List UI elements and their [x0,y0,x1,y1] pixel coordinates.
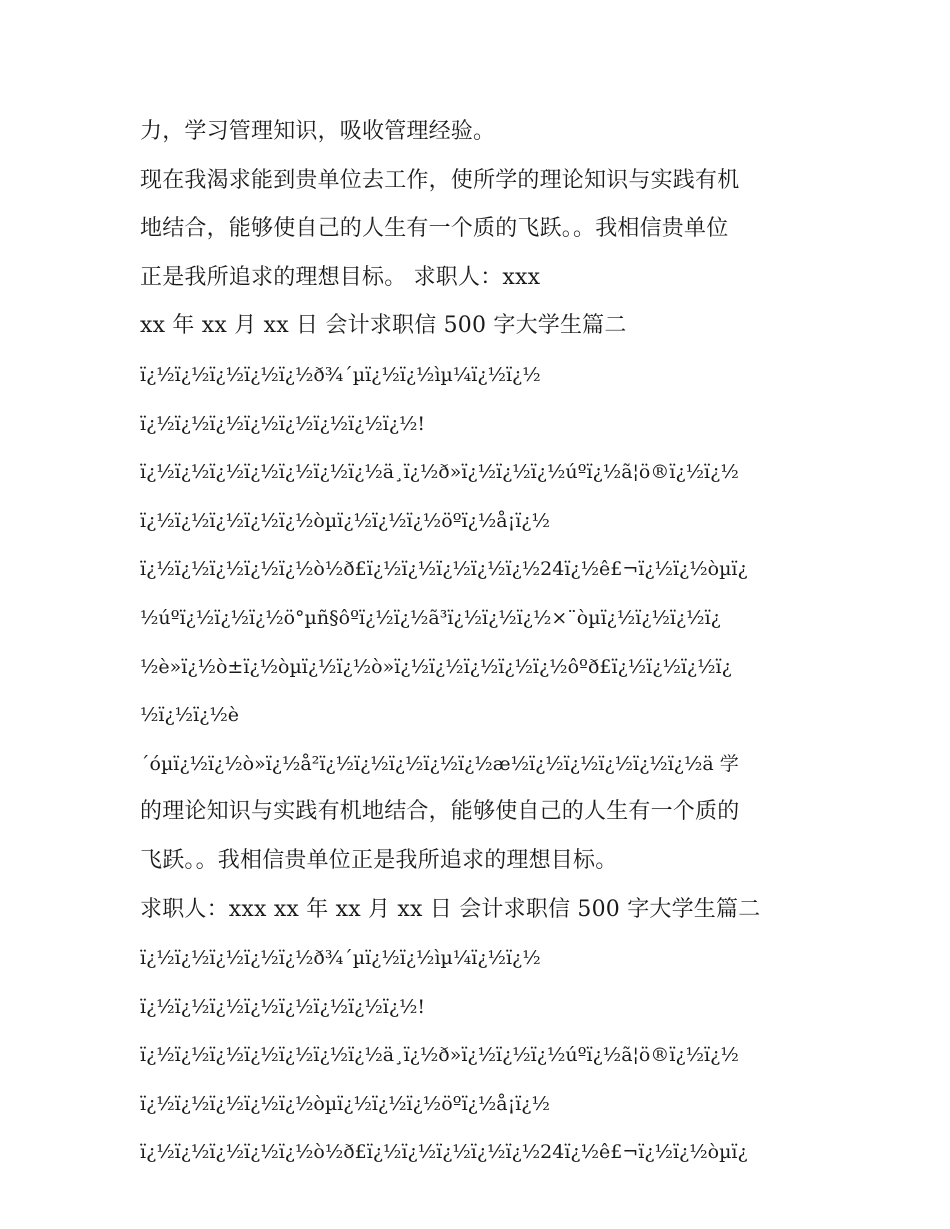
section-heading: 求职人：xxx xx 年 xx 月 xx 日 会计求职信 500 字大学生篇二 [140,896,761,922]
garbled-text-line: ´óµï¿½ï¿½ò»ï¿½å²ï¿½ï¿½ï¿½ï¿½ï¿½æ½ï¿½ï¿½ï¿½ï¿½ï¿½ä 学 [140,752,739,775]
text-line: 的理论知识与实践有机地结合，能够使自己的人生有一个质的 [140,799,740,825]
garbled-text-line: ï¿½ï¿½ï¿½ï¿½ï¿½ï¿½ï¿½ä¸ï¿½ð»ï¿½ï¿½ï¿½úºï¿½ã¦ö®ï¿½ï¿½ [140,461,739,484]
garbled-text-line: ï¿½ï¿½ï¿½ï¿½ï¿½òµï¿½ï¿½ï¿½öºï¿½å¡ï¿½ [140,509,550,532]
garbled-text-line: ï¿½ï¿½ï¿½ï¿½ï¿½ò½ð£ï¿½ï¿½ï¿½ï¿½ï¿½24ï¿½ê£¬ï¿½ï¿½òµï¿ [140,1141,748,1164]
text-line: 现在我渴求能到贵单位去工作，使所学的理论知识与实践有机 [140,167,740,193]
garbled-text-line: ï¿½ï¿½ï¿½ï¿½ï¿½òµï¿½ï¿½ï¿½öºï¿½å¡ï¿½ [140,1092,550,1115]
garbled-text-line: ½è»ï¿½ò±ï¿½òµï¿½ï¿½ò»ï¿½ï¿½ï¿½ï¿½ï¿½ôºð£ï¿½ï¿½ï¿½ï¿ [140,655,732,678]
garbled-text-line: ï¿½ï¿½ï¿½ï¿½ï¿½ð¾´µï¿½ï¿½ìµ¼ï¿½ï¿½ [140,363,541,386]
text-line: 飞跃。。我相信贵单位正是我所追求的理想目标。 [140,847,618,873]
garbled-text-line: ï¿½ï¿½ï¿½ï¿½ï¿½ï¿½ï¿½ï¿½! [140,412,426,435]
document-body [140,108,820,1177]
text-line: 地结合，能够使自己的人生有一个质的飞跃。。我相信贵单位 [140,216,729,242]
text-line: 力，学习管理知识，吸收管理经验。 [140,119,496,144]
garbled-text-line: ï¿½ï¿½ï¿½ï¿½ï¿½ï¿½ï¿½ä¸ï¿½ð»ï¿½ï¿½ï¿½úºï¿½ã¦ö®ï¿½ï¿½ [140,1044,739,1067]
section-heading: xx 年 xx 月 xx 日 会计求职信 500 字大学生篇二 [140,313,627,339]
text-line: 正是我所追求的理想目标。 求职人：xxx [140,264,541,290]
garbled-text-line: ï¿½ï¿½ï¿½ï¿½ï¿½ð¾´µï¿½ï¿½ìµ¼ï¿½ï¿½ [140,947,541,970]
garbled-text-line: ï¿½ï¿½ï¿½ï¿½ï¿½ï¿½ï¿½ï¿½! [140,995,426,1018]
garbled-text-line: ½úºï¿½ï¿½ï¿½ö°µñ§ôºï¿½ï¿½ã³ï¿½ï¿½ï¿½×¨òµï¿½ï¿½ï¿½ï¿ [140,606,721,629]
garbled-text-line: ½ï¿½ï¿½è [140,704,240,727]
garbled-text-line: ï¿½ï¿½ï¿½ï¿½ï¿½ò½ð£ï¿½ï¿½ï¿½ï¿½ï¿½24ï¿½ê£¬ï¿½ï¿½òµï¿ [140,558,748,581]
